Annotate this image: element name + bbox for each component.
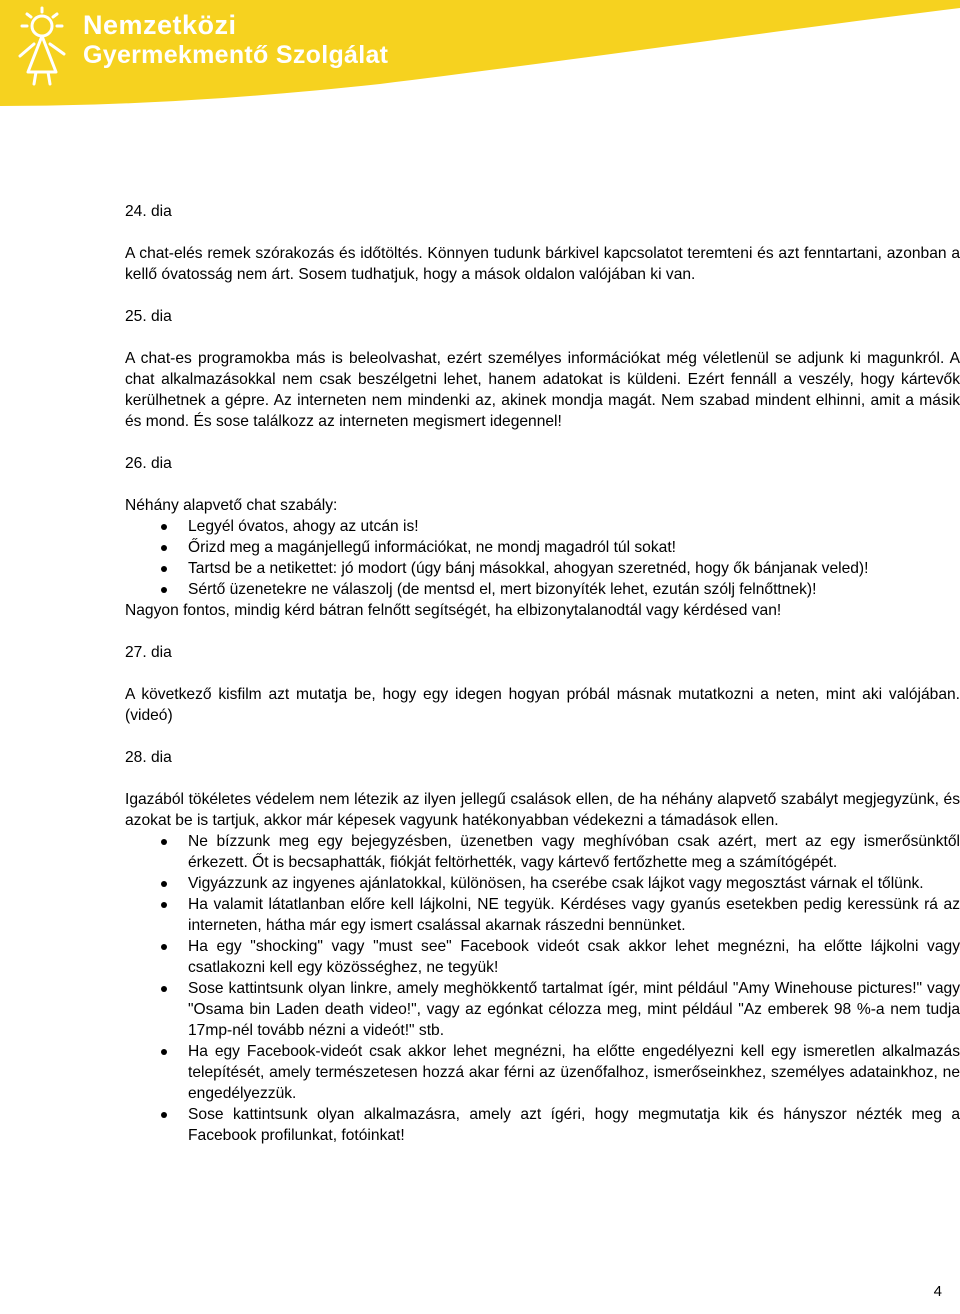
list-item: Ha valamit látatlanban előre kell lájkolni, NE tegyük. Kérdéses vagy gyanús esetekben pedig keressünk rá az interneten, hátha már egy ismert csalással akarnak rászedni bennünket. — [125, 894, 960, 936]
section-heading-28: 28. dia — [125, 749, 172, 766]
list-item: Vigyázzunk az ingyenes ajánlatokkal, különösen, ha cserébe csak lájkot vagy megosztást várnak el tőlünk. — [125, 873, 960, 894]
section-heading-25: 25. dia — [125, 308, 172, 325]
section-paragraph-27: A következő kisfilm azt mutatja be, hogy egy idegen hogyan próbál másnak mutatkozni a neten, mint aki valójában. (videó) — [125, 686, 960, 724]
section-paragraph-24: A chat-elés remek szórakozás és időtöltés. Könnyen tudunk bárkivel kapcsolatot teremteni és azt fenntartani, azonban a kellő óvatosság nem árt. Sosem tudhatjuk, hogy a mások oldalon valójában ki van. — [125, 245, 960, 283]
list-item: Ha egy "shocking" vagy "must see" Facebook videót csak akkor lehet megnézni, ha előtte lájkolni vagy csatlakozni kell egy közösséghez, ne tegyük! — [125, 936, 960, 978]
section-paragraph-28: Igazából tökéletes védelem nem létezik az ilyen jellegű csalások ellen, de ha néhány alapvető szabályt megjegyzünk, és azokat be is tartjuk, akkor már képesek vagyunk hatékonyabban védekezni a támadások ellen. — [125, 791, 960, 829]
brand-name — [83, 12, 388, 68]
list-item: Ha egy Facebook-videót csak akkor lehet megnézni, ha előtte engedélyezni kell egy ismeretlen alkalmazás telepítését, amely természetesen hozzá akar férni az üzenőfalhoz, ismerőseinkhez, személyes adatainkhoz, ne engedélyezzük. — [125, 1041, 960, 1104]
chat-rules-outro: Nagyon fontos, mindig kérd bátran felnőtt segítségét, ha elbizonytalanodtál vagy kérdésed van! — [125, 602, 782, 619]
section-heading-24: 24. dia — [125, 203, 172, 220]
page-number: 4 — [933, 1283, 942, 1300]
chat-rules-list — [125, 516, 960, 600]
section-heading-27: 27. dia — [125, 644, 172, 661]
list-item: Őrizd meg a magánjellegű információkat, ne mondj magadról túl sokat! — [125, 537, 960, 558]
list-item: Ne bízzunk meg egy bejegyzésben, üzenetben vagy meghívóban csak azért, mert az egy ismerősünktől érkezett. Őt is becsaphatták, fiókját feltörhették, vagy kártevő fertőzhette meg a számítógépét. — [125, 831, 960, 873]
section-heading-26: 26. dia — [125, 455, 172, 472]
section-paragraph-25: A chat-es programokba más is beleolvashat, ezért személyes információkat még véletlenül se adjunk ki magunkról. A chat alkalmazásokkal nem csak beszélgetni lehet, hanem adatokat is küldeni. Ezért fennáll a veszély, hogy kártevők kerülhetnek a gépre. Az interneten nem mindenki az, akinek mondja magát. Nem szabad mindent elhinni, amit a másik és mond. És sose találkozz az interneten megismert idegennel! — [125, 350, 960, 430]
safety-tips-list — [125, 831, 960, 1146]
brand-line-2: Gyermekmentő Szolgálat — [83, 41, 389, 69]
brand-line-1: Nemzetközi — [83, 10, 237, 40]
list-item: Sértő üzenetekre ne válaszolj (de mentsd el, mert bizonyíték lehet, ezután szólj felnőttnek)! — [125, 579, 960, 600]
list-item: Legyél óvatos, ahogy az utcán is! — [125, 516, 960, 537]
list-item: Sose kattintsunk olyan alkalmazásra, amely azt ígéri, hogy megmutatja kik és hányszor nézték meg a Facebook profilunkat, fotóinkat! — [125, 1104, 960, 1146]
document-body — [125, 201, 960, 1146]
list-item: Sose kattintsunk olyan linkre, amely meghökkentő tartalmat ígér, mint például "Amy Winehouse pictures!" vagy "Osama bin Laden death video!", vagy az egónkat célozza meg, mint például "Az emberek 98 %-a nem tudja 17mp-nél tovább nézni a videót!" stb. — [125, 978, 960, 1041]
list-item: Tartsd be a netikettet: jó modort (úgy bánj másokkal, ahogyan szeretnéd, hogy ők bánjanak veled)! — [125, 558, 960, 579]
child-drawing-icon — [2, 4, 82, 88]
chat-rules-intro: Néhány alapvető chat szabály: — [125, 497, 338, 514]
header-banner — [0, 0, 960, 110]
